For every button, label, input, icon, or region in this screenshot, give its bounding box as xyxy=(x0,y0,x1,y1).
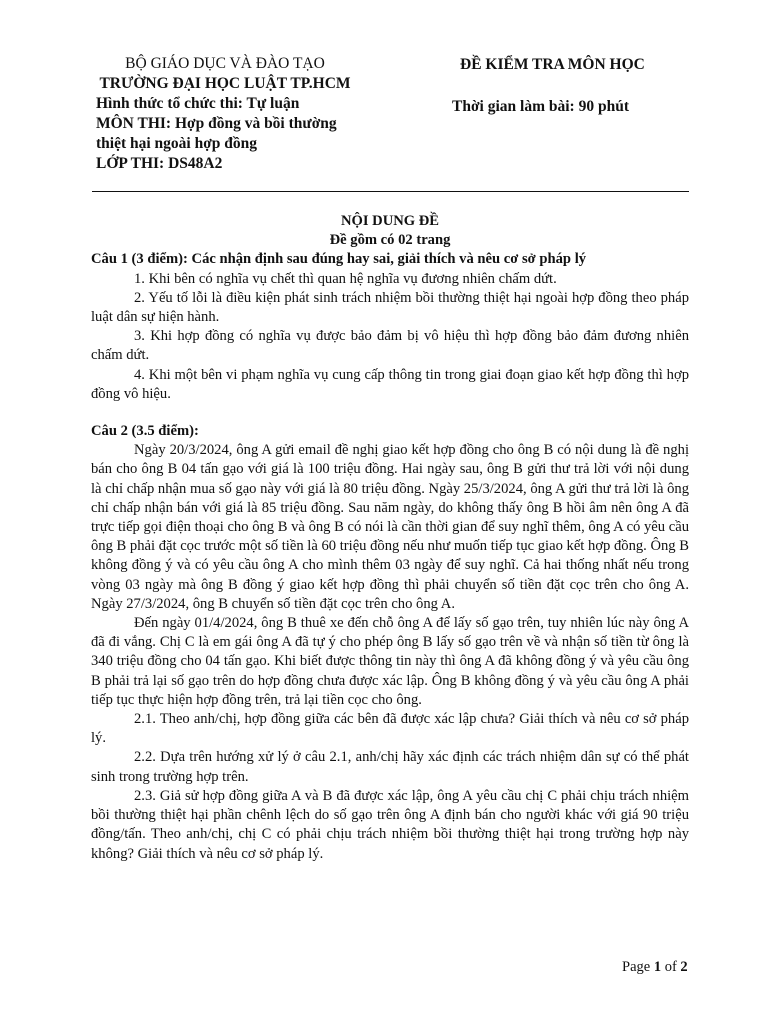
question-1-item-1: 1. Khi bên có nghĩa vụ chết thì quan hệ nghĩa vụ đương nhiên chấm dứt. xyxy=(134,270,557,287)
exam-title: ĐỀ KIỂM TRA MÔN HỌC xyxy=(460,56,645,73)
question-2-sub-3: 2.3. Giả sử hợp đồng giữa A và B đã được xác lập, ông A yêu cầu chị C phải chịu trách nhiệm bồi thường thiệt hại phần chênh lệch do số gạo trên ông A định bán cho người khác với giá 90 triệu đồng/tấn. Theo anh/chị, chị C có phải chịu trách nhiệm bồi thường thiệt hại trong trường hợp này không? Giải thích và nêu cơ sở pháp lý. xyxy=(91,787,689,862)
question-2-title: Câu 2 (3.5 điểm): xyxy=(91,423,199,440)
question-1-title: Câu 1 (3 điểm): Các nhận định sau đúng hay sai, giải thích và nêu cơ sở pháp lý xyxy=(91,251,587,268)
question-1-item-2: 2. Yếu tố lỗi là điều kiện phát sinh trách nhiệm bồi thường thiệt hại ngoài hợp đồng theo pháp luật dân sự hiện hành. xyxy=(91,289,689,326)
exam-content xyxy=(91,212,689,864)
of-word: of xyxy=(661,959,681,975)
header-divider xyxy=(92,191,689,192)
page-total: 2 xyxy=(680,959,688,975)
question-2-sub-1: 2.1. Theo anh/chị, hợp đồng giữa các bên đã được xác lập chưa? Giải thích và nêu cơ sở pháp lý. xyxy=(91,711,689,747)
class-code: LỚP THI: DS48A2 xyxy=(96,155,223,172)
subject-line-1: MÔN THI: Hợp đồng và bồi thường xyxy=(96,115,337,132)
subject-line-2: thiệt hại ngoài hợp đồng xyxy=(96,135,258,152)
question-2-sub-2: 2.2. Dựa trên hướng xử lý ở câu 2.1, anh/chị hãy xác định các trách nhiệm dân sự có thể phát sinh trong trường hợp trên. xyxy=(91,749,689,785)
page-word: Page xyxy=(622,959,654,975)
question-1-item-3: 3. Khi hợp đồng có nghĩa vụ được bảo đảm bị vô hiệu thì hợp đồng bảo đảm đương nhiên chấm dứt. xyxy=(91,328,689,364)
header-right xyxy=(452,56,645,116)
section-gap xyxy=(91,404,689,422)
page-number: 1 xyxy=(653,959,662,975)
content-heading: NỘI DUNG ĐỀ xyxy=(340,213,440,229)
question-2-paragraph-1: Ngày 20/3/2024, ông A gửi email đề nghị giao kết hợp đồng cho ông B có nội dung là đề nghị bán cho ông B 04 tấn gạo với giá là 100 triệu đồng. Hai ngày sau, ông B gửi thư trả lời với nội dung là chỉ chấp nhận mua số gạo này với giá là 80 triệu đồng. Ngày 25/3/2024, ông A gửi thư trả lời là ông chỉ chấp nhận bán với giá là 85 triệu đồng. Sau năm ngày, do không thấy ông B hồi âm nên ông A đã trực tiếp gọi điện thoại cho ông B và ông B có nói là cần thời gian để suy nghĩ thêm, ông A có yêu cầu ông B phải đặt cọc trước một số tiền là 60 triệu đồng nếu như muốn tiếp tục giao kết hợp đồng. Ông B không đồng ý và có yêu cầu ông A cho mình thêm 03 ngày để suy nghĩ. Cả hai thống nhất nếu trong vòng 03 ngày mà ông B đồng ý giao kết hợp đồng thì phải chuyển số tiền đặt cọc trên cho ông A. Ngày 27/3/2024, ông B chuyển số tiền đặt cọc trên cho ông A. xyxy=(91,442,689,612)
question-2-paragraph-2: Đến ngày 01/4/2024, ông B thuê xe đến chỗ ông A để lấy số gạo trên, tuy nhiên lúc này ông A đã đi vắng. Chị C là em gái ông A đã tự ý cho phép ông B lấy số gạo trên về và nhận số tiền từ ông là 340 triệu đồng cho 04 tấn gạo. Khi biết được thông tin này thì ông A đã không đồng ý và yêu cầu ông B phải trả lại số gạo trên do hợp đồng chưa được xác lập. Ông B không đồng ý và yêu cầu ông A phải tiếp tục thực hiện hợp đồng trên, trả lại tiền cọc cho ông. xyxy=(91,615,689,708)
content-subheading: Đề gồm có 02 trang xyxy=(329,232,451,249)
school-name: TRƯỜNG ĐẠI HỌC LUẬT TP.HCM xyxy=(99,75,351,92)
question-1-item-4: 4. Khi một bên vi phạm nghĩa vụ cung cấp thông tin trong giai đoạn giao kết hợp đồng thì hợp đồng vô hiệu. xyxy=(91,366,689,402)
header-left xyxy=(96,54,396,174)
exam-format: Hình thức tổ chức thi: Tự luận xyxy=(96,95,300,112)
page-footer xyxy=(622,959,688,976)
ministry-name: BỘ GIÁO DỤC VÀ ĐÀO TẠO xyxy=(125,55,325,72)
exam-duration: Thời gian làm bài: 90 phút xyxy=(452,98,629,115)
